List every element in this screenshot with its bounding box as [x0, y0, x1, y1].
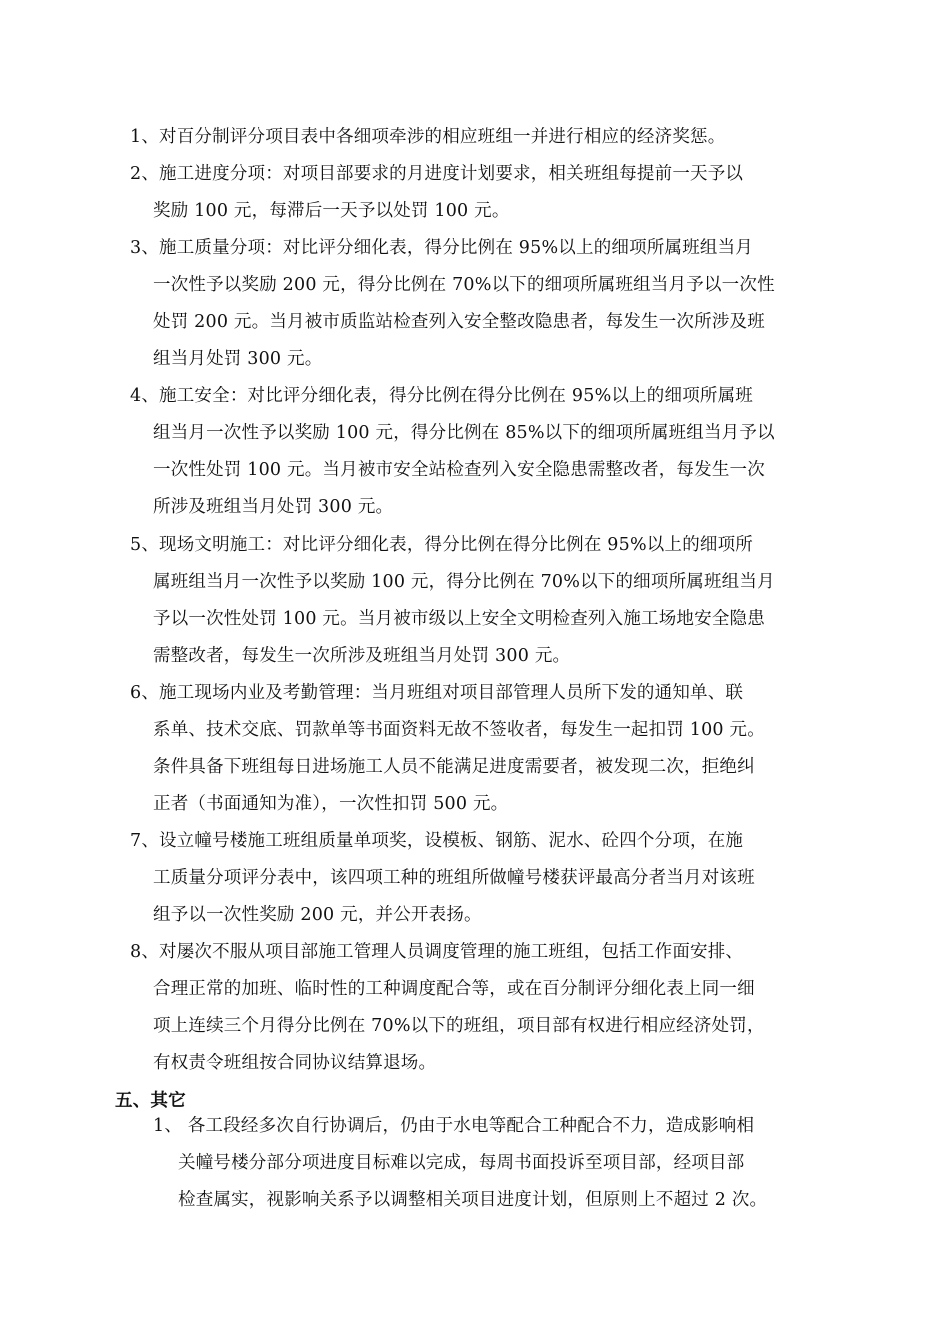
item-8-line-3: 项上连续三个月得分比例在 70%以下的班组，项目部有权进行相应经济处罚， [153, 1016, 765, 1036]
item-7-line-2: 工质量分项评分表中，该四项工种的班组所做幢号楼获评最高分者当月对该班 [153, 868, 755, 888]
item-5-line-2: 属班组当月一次性予以奖励 100 元，得分比例在 70%以下的细项所属班组当月 [153, 572, 775, 592]
item-3-line-2: 一次性予以奖励 200 元，得分比例在 70%以下的细项所属班组当月予以一次性 [153, 275, 775, 295]
item-6-line-4: 正者（书面通知为准），一次性扣罚 500 元。 [153, 794, 509, 814]
item-4-line-3: 一次性处罚 100 元。当月被市安全站检查列入安全隐患需整改者，每发生一次 [153, 460, 765, 480]
item-3-line-1: 3、施工质量分项：对比评分细化表，得分比例在 95%以上的细项所属班组当月 [130, 238, 753, 258]
item-3-line-4: 组当月处罚 300 元。 [153, 349, 323, 369]
section-heading: 五、其它 [115, 1091, 186, 1111]
item-4-line-2: 组当月一次性予以奖励 100 元，得分比例在 85%以下的细项所属班组当月予以 [153, 423, 775, 443]
item-4-line-4: 所涉及班组当月处罚 300 元。 [153, 497, 394, 517]
item-6-line-3: 条件具备下班组每日进场施工人员不能满足进度需要者，被发现二次，拒绝纠 [153, 757, 755, 777]
section-item-1-line-1: 1、 各工段经多次自行协调后，仍由于水电等配合工种配合不力，造成影响相 [153, 1116, 755, 1136]
item-8-line-4: 有权责令班组按合同协议结算退场。 [153, 1053, 437, 1073]
item-3-line-3: 处罚 200 元。当月被市质监站检查列入安全整改隐患者，每发生一次所涉及班 [153, 312, 765, 332]
item-2-line-1: 2、施工进度分项：对项目部要求的月进度计划要求，相关班组每提前一天予以 [130, 164, 744, 184]
item-8-line-2: 合理正常的加班、临时性的工种调度配合等，或在百分制评分细化表上同一细 [153, 979, 755, 999]
item-1-line-1: 1、对百分制评分项目表中各细项牵涉的相应班组一并进行相应的经济奖惩。 [130, 127, 726, 147]
section-item-1-line-3: 检查属实，视影响关系予以调整相关项目进度计划，但原则上不超过 2 次。 [178, 1190, 768, 1210]
item-5-line-1: 5、现场文明施工：对比评分细化表，得分比例在得分比例在 95%以上的细项所 [130, 535, 753, 555]
section-item-1-line-2: 关幢号楼分部分项进度目标难以完成，每周书面投诉至项目部，经项目部 [178, 1153, 745, 1173]
item-5-line-4: 需整改者，每发生一次所涉及班组当月处罚 300 元。 [153, 646, 571, 666]
item-2-line-2: 奖励 100 元，每滞后一天予以处罚 100 元。 [153, 201, 510, 221]
item-4-line-1: 4、施工安全：对比评分细化表，得分比例在得分比例在 95%以上的细项所属班 [130, 386, 753, 406]
item-5-line-3: 予以一次性处罚 100 元。当月被市级以上安全文明检查列入施工场地安全隐患 [153, 609, 765, 629]
item-6-line-2: 系单、技术交底、罚款单等书面资料无故不签收者，每发生一起扣罚 100 元。 [153, 720, 765, 740]
item-8-line-1: 8、对屡次不服从项目部施工管理人员调度管理的施工班组，包括工作面安排、 [130, 942, 744, 962]
item-7-line-3: 组予以一次性奖励 200 元，并公开表扬。 [153, 905, 482, 925]
item-7-line-1: 7、设立幢号楼施工班组质量单项奖，设模板、钢筋、泥水、砼四个分项，在施 [130, 831, 744, 851]
item-6-line-1: 6、施工现场内业及考勤管理：当月班组对项目部管理人员所下发的通知单、联 [130, 683, 744, 703]
